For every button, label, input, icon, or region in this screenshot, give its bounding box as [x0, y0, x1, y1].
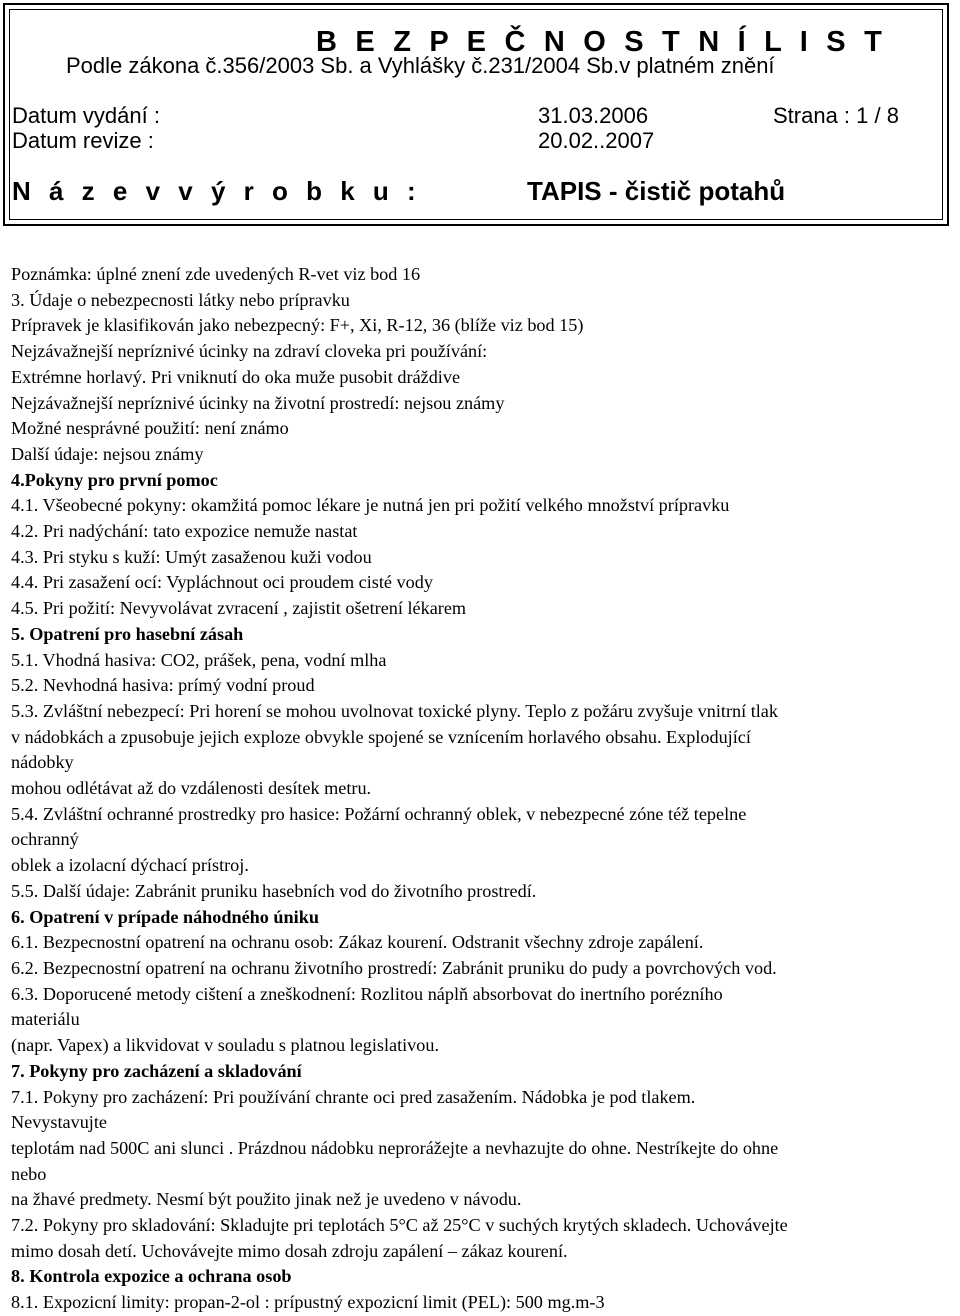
- text-line: 7.1. Pokyny pro zacházení: Pri používání chrante oci pred zasažením. Nádobka je pod tlakem.: [11, 1086, 696, 1107]
- text-line: 6.3. Doporucené metody cištení a zneškodnení: Rozlitou náplň absorbovat do inertního porézního: [11, 983, 723, 1004]
- text-line: Další údaje: nejsou známy: [11, 443, 204, 464]
- text-line: materiálu: [11, 1009, 80, 1030]
- text-line: Poznámka: úplné znení zde uvedených R-vet viz bod 16: [11, 264, 421, 284]
- section-heading: 7. Pokyny pro zacházení a skladování: [11, 1060, 302, 1081]
- text-line: 5.2. Nevhodná hasiva: prímý vodní proud: [11, 675, 315, 696]
- revision-date-label: Datum revize :: [12, 128, 154, 153]
- text-line: 4.4. Pri zasažení ocí: Vypláchnout oci proudem cisté vody: [11, 572, 433, 593]
- issue-date-label: Datum vydání :: [12, 103, 160, 128]
- text-line: teplotám nad 500C ani slunci . Prázdnou nádobku neprorážejte a nevhazujte do ohne. Nestríkejte do ohne: [11, 1137, 779, 1158]
- page-info: Strana : 1 / 8: [773, 103, 899, 128]
- product-name: TAPIS - čistič potahů: [527, 176, 786, 206]
- text-line: 5.1. Vhodná hasiva: CO2, prášek, pena, vodní mlha: [11, 649, 387, 670]
- text-line: Nejzávažnejší nepríznivé úcinky na zdraví cloveka pri používání:: [11, 341, 488, 362]
- text-line: Možné nesprávné použití: není známo: [11, 418, 289, 439]
- text-line: Extrémne horlavý. Pri vniknutí do oka muže pusobit dráždive: [11, 366, 461, 387]
- text-line: 3. Údaje o nebezpecnosti látky nebo prípravku: [11, 289, 350, 310]
- revision-date: 20.02..2007: [538, 128, 655, 153]
- text-line: 5.3. Zvláštní nebezpecí: Pri horení se mohou uvolnovat toxické plyny. Teplo z požáru zvyšuje vnitrní tlak: [11, 700, 778, 721]
- text-line: 4.3. Pri styku s kuží: Umýt zasaženou kuži vodou: [11, 546, 372, 567]
- text-line: nádobky: [11, 752, 74, 773]
- text-line: oblek a izolacní dýchací prístroj.: [11, 855, 249, 876]
- text-line: nebo: [11, 1163, 47, 1184]
- text-line: 6.1. Bezpecnostní opatrení na ochranu osob: Zákaz kourení. Odstranit všechny zdroje zapálení.: [11, 932, 704, 953]
- document-body: [11, 262, 959, 1316]
- text-line: 4.2. Pri nadýchání: tato expozice nemuže nastat: [11, 521, 358, 542]
- text-line: Prípravek je klasifikován jako nebezpecný: F+, Xi, R-12, 36 (blíže viz bod 15): [11, 315, 584, 336]
- text-line: 8.1. Expozicní limity: propan-2-ol : prípustný expozicní limit (PEL): 500 mg.m-3: [11, 1292, 605, 1313]
- text-line: ochranný: [11, 829, 79, 850]
- text-line: 6.2. Bezpecnostní opatrení na ochranu životního prostredí: Zabránit pruniku do pudy a povrchových vod.: [11, 957, 777, 978]
- text-line: mohou odlétávat až do vzdálenosti desítek metru.: [11, 778, 372, 799]
- text-line: v nádobkách a zpusobuje jejich exploze obvykle spojené se vznícením horlavého obsahu. Explodující: [11, 726, 751, 747]
- text-line: (napr. Vapex) a likvidovat v souladu s platnou legislativou.: [11, 1035, 440, 1056]
- text-line: Nevystavujte: [11, 1112, 107, 1133]
- document-title: B E Z P E Č N O S T N Í L I S T: [316, 26, 888, 58]
- section-heading: 6. Opatrení v prípade náhodného úniku: [11, 906, 319, 927]
- text-line: na žhavé predmety. Nesmí být použito jinak než je uvedeno v návodu.: [11, 1189, 522, 1210]
- product-name-label: N á z e v v ý r o b k u :: [12, 176, 422, 206]
- text-line: Nejzávažnejší nepríznivé úcinky na životní prostredí: nejsou známy: [11, 392, 505, 413]
- text-line: 5.4. Zvláštní ochranné prostredky pro hasice: Požární ochranný oblek, v nebezpecné zóne též tepelne: [11, 803, 747, 824]
- text-line: 5.5. Další údaje: Zabránit pruniku hasebních vod do životního prostredí.: [11, 880, 537, 901]
- section-heading: 5. Opatrení pro hasební zásah: [11, 623, 244, 644]
- text-line: 4.1. Všeobecné pokyny: okamžitá pomoc lékare je nutná jen pri požití velkého množství prípravku: [11, 495, 730, 516]
- issue-date: 31.03.2006: [538, 103, 649, 128]
- section-heading: 4.Pokyny pro první pomoc: [11, 469, 218, 490]
- section-heading: 8. Kontrola expozice a ochrana osob: [11, 1266, 292, 1287]
- text-line: 7.2. Pokyny pro skladování: Skladujte pri teplotách 5°C až 25°C v suchých krytých skladech. Uchovávejte: [11, 1215, 788, 1236]
- text-line: mimo dosah detí. Uchovávejte mimo dosah zdroju zapálení – zákaz kourení.: [11, 1240, 568, 1261]
- text-line: 4.5. Pri požití: Nevyvolávat zvracení , zajistit ošetrení lékarem: [11, 598, 467, 619]
- legal-basis: Podle zákona č.356/2003 Sb. a Vyhlášky č.231/2004 Sb.v platném znění: [66, 53, 775, 78]
